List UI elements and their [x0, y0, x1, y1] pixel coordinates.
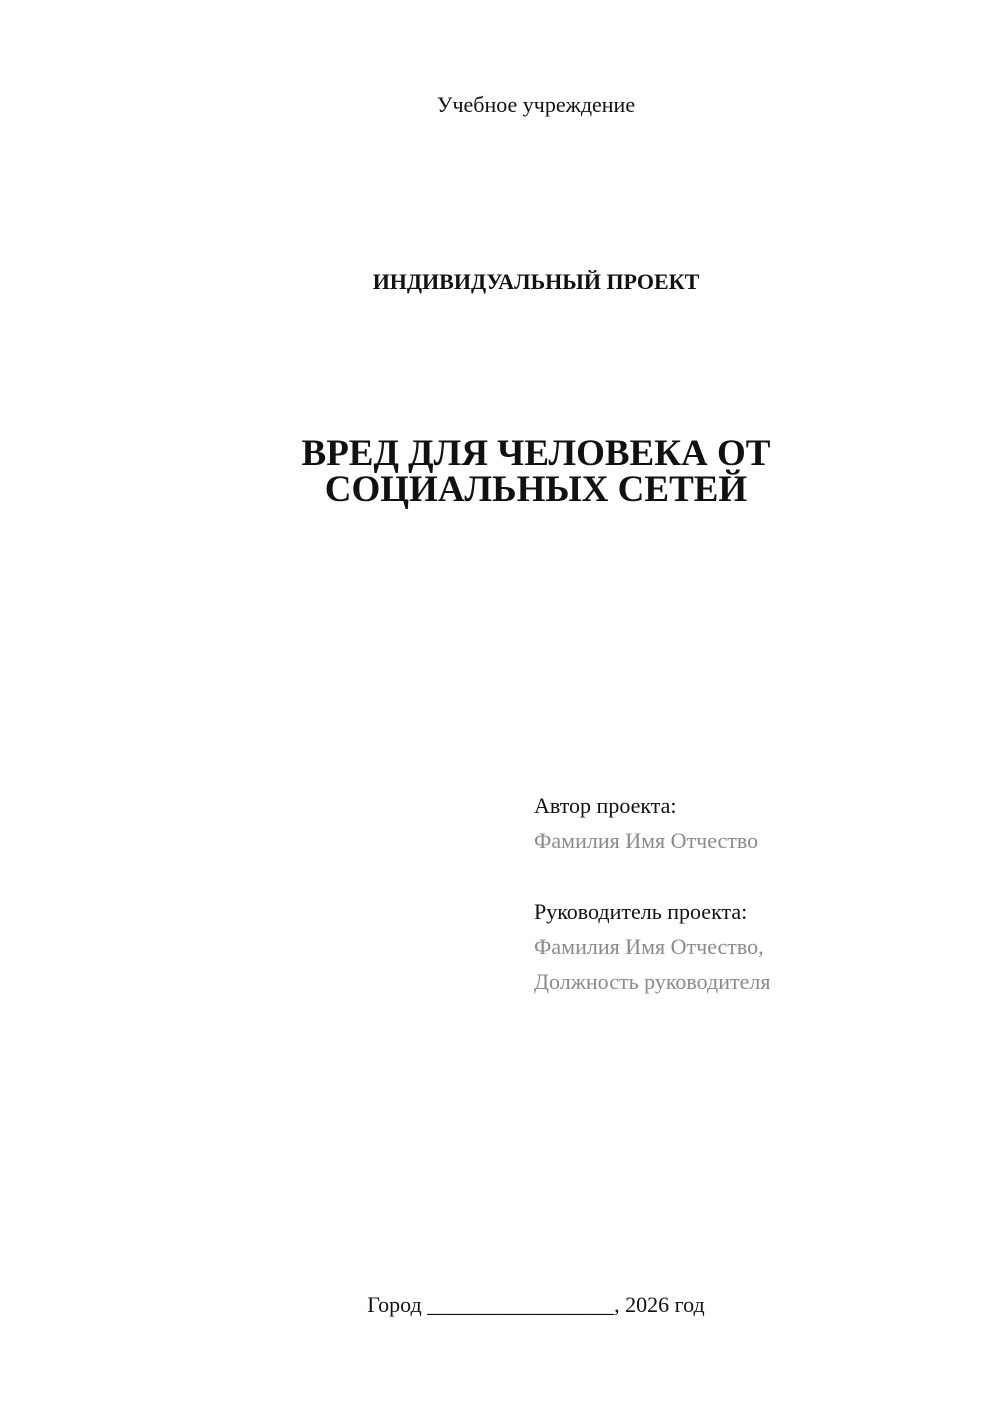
info-spacer	[534, 858, 770, 894]
supervisor-label: Руководитель проекта:	[534, 899, 748, 924]
project-title	[0, 433, 1000, 510]
author-label: Автор проекта:	[534, 793, 677, 818]
project-info-block	[534, 788, 770, 999]
supervisor-name: Фамилия Имя Отчество,	[534, 934, 764, 959]
city-blank: _________________	[427, 1292, 615, 1317]
year-text: , 2026 год	[614, 1292, 705, 1317]
project-type-heading: ИНДИВИДУАЛЬНЫЙ ПРОЕКТ	[372, 269, 700, 294]
author-name: Фамилия Имя Отчество	[534, 828, 759, 853]
city-year-line	[0, 1290, 1000, 1320]
institution-name: Учебное учреждение	[436, 92, 636, 117]
supervisor-position: Должность руководителя	[534, 969, 771, 994]
project-title-line-2: СОЦИАЛЬНЫХ СЕТЕЙ	[324, 469, 748, 510]
city-label: Город	[367, 1292, 422, 1317]
project-title-line-1: ВРЕД ДЛЯ ЧЕЛОВЕКА ОТ	[301, 433, 771, 474]
